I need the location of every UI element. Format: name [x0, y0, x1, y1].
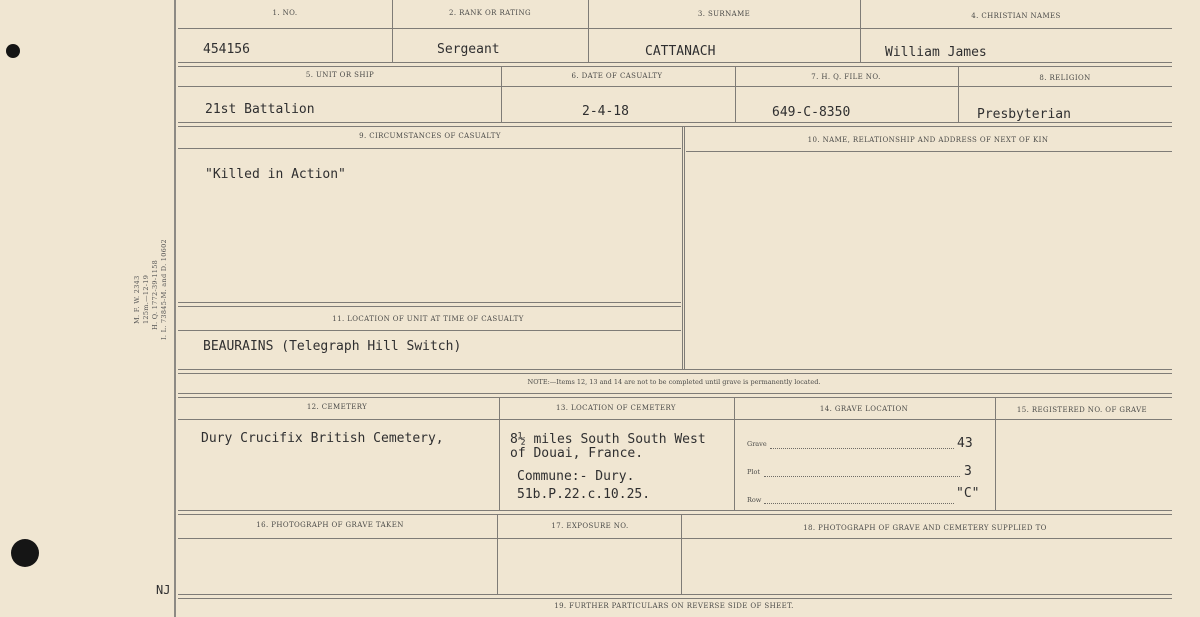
divider — [497, 514, 498, 594]
value-circumstances: "Killed in Action" — [205, 167, 346, 182]
value-religion: Presbyterian — [977, 107, 1071, 122]
punch-hole-top — [6, 44, 20, 58]
rule — [178, 86, 1172, 87]
value-date: 2-4-18 — [582, 104, 629, 119]
form-number-1: M. F. W. 2343 — [133, 275, 141, 324]
label-date: 6. DATE OF CASUALTY — [571, 72, 663, 80]
punch-hole-bottom — [11, 539, 39, 567]
divider — [860, 0, 861, 62]
rule — [178, 393, 1172, 398]
rule — [178, 594, 1172, 599]
label-christian-names: 4. CHRISTIAN NAMES — [971, 12, 1061, 20]
rule — [178, 28, 1172, 29]
divider — [682, 126, 683, 370]
label-cemetery: 12. CEMETERY — [306, 403, 368, 411]
label-next-of-kin: 10. NAME, RELATIONSHIP AND ADDRESS OF NEXT OF KIN — [807, 136, 1049, 144]
label-grave-location: 14. GRAVE LOCATION — [819, 405, 909, 413]
rule — [178, 302, 681, 307]
label-registered-no: 15. REGISTERED NO. OF GRAVE — [1016, 406, 1148, 414]
divider — [684, 126, 685, 370]
label-photo-supplied: 18. PHOTOGRAPH OF GRAVE AND CEMETERY SUPPLIED TO — [803, 524, 1047, 532]
label-surname: 3. SURNAME — [697, 10, 751, 18]
label-photo-taken: 16. PHOTOGRAPH OF GRAVE TAKEN — [256, 521, 404, 529]
divider — [499, 397, 500, 510]
label-no: 1. NO. — [272, 9, 298, 17]
margin-line — [174, 0, 176, 617]
rule — [178, 510, 1172, 515]
value-location-cemetery-line4: 51b.P.22.c.10.25. — [517, 487, 651, 502]
rule — [686, 151, 1172, 152]
rule — [178, 369, 1172, 374]
divider — [392, 0, 393, 62]
form-number-3: H. Q. 1772-39-1158 — [151, 259, 159, 330]
label-hq-file: 7. H. Q. FILE NO. — [811, 73, 881, 81]
label-rank: 2. RANK OR RATING — [449, 9, 531, 17]
initials: NJ — [156, 583, 171, 597]
label-religion: 8. RELIGION — [1039, 74, 1091, 82]
value-unit: 21st Battalion — [205, 102, 315, 117]
value-cemetery: Dury Crucifix British Cemetery, — [201, 431, 444, 446]
rule — [178, 122, 1172, 127]
form-number-4: I. L. 73845-M. and D. 10602 — [160, 239, 168, 340]
dotted-line — [764, 503, 954, 504]
divider — [681, 514, 682, 594]
value-grave: 43 — [957, 436, 973, 451]
value-location-cemetery-line3: Commune:- Dury. — [517, 469, 635, 484]
divider — [588, 0, 589, 62]
divider — [995, 397, 996, 510]
divider — [958, 66, 959, 122]
form-number-2: 125m.—12-19 — [142, 274, 150, 324]
value-row: "C" — [956, 486, 980, 501]
note-text: NOTE:—Items 12, 13 and 14 are not to be completed until grave is permanently located. — [527, 378, 821, 386]
dotted-line — [770, 448, 954, 449]
label-exposure: 17. EXPOSURE NO. — [551, 522, 629, 530]
label-further: 19. FURTHER PARTICULARS ON REVERSE SIDE OF SHEET. — [554, 602, 794, 610]
divider — [734, 397, 735, 510]
divider — [501, 66, 502, 122]
label-plot: Plot — [747, 468, 760, 476]
value-location-cemetery-line2: of Douai, France. — [510, 446, 644, 461]
label-circumstances: 9. CIRCUMSTANCES OF CASUALTY — [359, 132, 501, 140]
value-location-cemetery-line1: 8½ miles South South West — [510, 432, 706, 447]
value-christian-names: William James — [885, 45, 987, 60]
rule — [178, 148, 681, 149]
label-row: Row — [747, 496, 762, 504]
value-surname: CATTANACH — [645, 44, 716, 59]
rule — [178, 538, 1172, 539]
label-unit: 5. UNIT OR SHIP — [305, 71, 375, 79]
label-grave: Grave — [747, 440, 767, 448]
value-location-unit: BEAURAINS (Telegraph Hill Switch) — [203, 339, 462, 354]
dotted-line — [764, 476, 960, 477]
value-plot: 3 — [964, 464, 972, 479]
rule — [178, 62, 1172, 67]
value-rank: Sergeant — [437, 42, 500, 57]
rule — [178, 419, 1172, 420]
label-location-cemetery: 13. LOCATION OF CEMETERY — [556, 404, 676, 412]
value-no: 454156 — [203, 42, 250, 57]
value-hq-file: 649-C-8350 — [772, 105, 851, 120]
divider — [735, 66, 736, 122]
label-location-unit: 11. LOCATION OF UNIT AT TIME OF CASUALTY — [332, 315, 524, 323]
rule — [178, 330, 681, 331]
